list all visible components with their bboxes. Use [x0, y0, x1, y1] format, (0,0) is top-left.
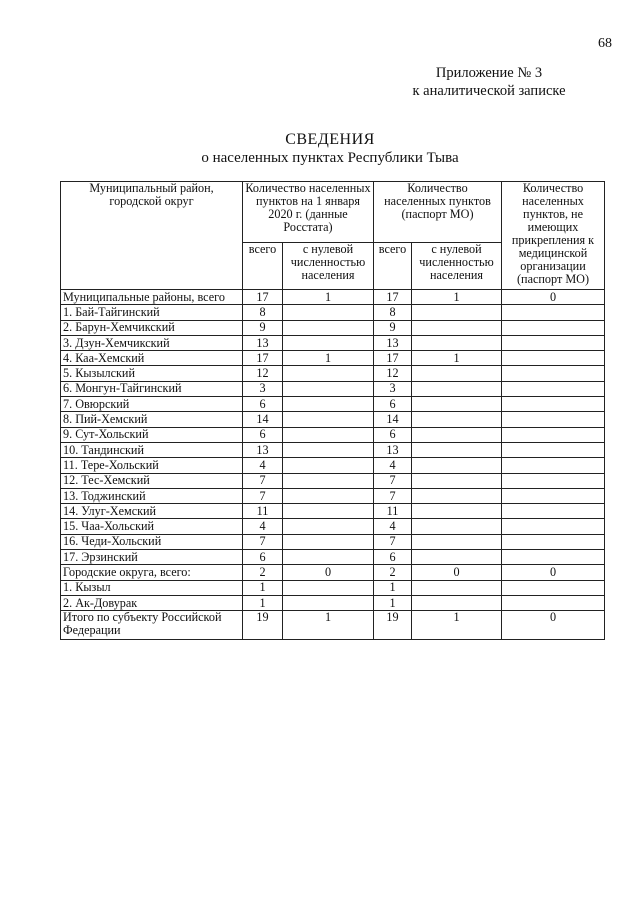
rosstat-total-cell: 1	[243, 580, 283, 595]
row-name-cell: 2. Ак-Довурак	[61, 595, 243, 610]
table-row	[61, 290, 605, 305]
unattached-cell	[502, 320, 605, 335]
rosstat-total-cell: 8	[243, 305, 283, 320]
rosstat-zero-cell	[283, 366, 374, 381]
passport-zero-cell	[412, 580, 502, 595]
table-row	[61, 611, 605, 640]
rosstat-zero-cell: 1	[283, 351, 374, 366]
rosstat-total-cell: 1	[243, 595, 283, 610]
passport-zero-cell	[412, 442, 502, 457]
appendix-line-2: к аналитической записке	[412, 83, 566, 99]
rosstat-total-cell: 6	[243, 427, 283, 442]
header-unattached: Количество населенных пунктов, не имеющих прикрепления к медицинской организации (паспорт МО)	[502, 182, 605, 290]
row-name-cell: 5. Кызылский	[61, 366, 243, 381]
table-row	[61, 504, 605, 519]
unattached-cell: 0	[502, 611, 605, 640]
table-row	[61, 381, 605, 396]
passport-zero-cell	[412, 534, 502, 549]
passport-total-cell: 4	[374, 519, 412, 534]
rosstat-total-cell: 13	[243, 442, 283, 457]
unattached-cell	[502, 335, 605, 350]
settlements-table	[60, 181, 605, 640]
rosstat-total-cell: 6	[243, 397, 283, 412]
rosstat-zero-cell: 1	[283, 611, 374, 640]
unattached-cell	[502, 504, 605, 519]
unattached-cell	[502, 458, 605, 473]
rosstat-total-cell: 6	[243, 550, 283, 565]
unattached-cell	[502, 427, 605, 442]
passport-zero-cell	[412, 488, 502, 503]
table-row	[61, 565, 605, 580]
rosstat-total-cell: 17	[243, 290, 283, 305]
row-name-cell: 14. Улуг-Хемский	[61, 504, 243, 519]
table-row	[61, 351, 605, 366]
row-name-cell: 4. Каа-Хемский	[61, 351, 243, 366]
passport-zero-cell	[412, 550, 502, 565]
passport-zero-cell: 1	[412, 290, 502, 305]
passport-zero-cell	[412, 305, 502, 320]
subheader-zero-rosstat: с нулевой численностью населения	[283, 243, 374, 290]
table-row	[61, 519, 605, 534]
row-name-cell: 8. Пий-Хемский	[61, 412, 243, 427]
passport-total-cell: 4	[374, 458, 412, 473]
appendix-note	[384, 64, 594, 100]
table-row	[61, 320, 605, 335]
passport-total-cell: 3	[374, 381, 412, 396]
row-name-cell: 9. Сут-Хольский	[61, 427, 243, 442]
table-row	[61, 427, 605, 442]
passport-zero-cell	[412, 519, 502, 534]
table-row	[61, 366, 605, 381]
unattached-cell	[502, 366, 605, 381]
rosstat-zero-cell	[283, 335, 374, 350]
row-name-cell: 13. Тоджинский	[61, 488, 243, 503]
passport-total-cell: 17	[374, 351, 412, 366]
rosstat-total-cell: 9	[243, 320, 283, 335]
passport-total-cell: 14	[374, 412, 412, 427]
unattached-cell	[502, 534, 605, 549]
rosstat-total-cell: 17	[243, 351, 283, 366]
passport-total-cell: 7	[374, 473, 412, 488]
rosstat-zero-cell	[283, 534, 374, 549]
passport-total-cell: 13	[374, 335, 412, 350]
row-name-cell: 11. Тере-Хольский	[61, 458, 243, 473]
unattached-cell	[502, 595, 605, 610]
row-name-cell: 16. Чеди-Хольский	[61, 534, 243, 549]
passport-total-cell: 7	[374, 534, 412, 549]
rosstat-zero-cell	[283, 442, 374, 457]
rosstat-total-cell: 14	[243, 412, 283, 427]
passport-zero-cell	[412, 335, 502, 350]
table-row	[61, 488, 605, 503]
rosstat-total-cell: 3	[243, 381, 283, 396]
unattached-cell	[502, 351, 605, 366]
passport-zero-cell	[412, 504, 502, 519]
passport-total-cell: 7	[374, 488, 412, 503]
rosstat-zero-cell	[283, 305, 374, 320]
passport-zero-cell	[412, 320, 502, 335]
table-row	[61, 412, 605, 427]
row-name-cell: 1. Бай-Тайгинский	[61, 305, 243, 320]
appendix-line-1: Приложение № 3	[435, 65, 543, 81]
passport-zero-cell	[412, 458, 502, 473]
passport-zero-cell	[412, 595, 502, 610]
passport-total-cell: 8	[374, 305, 412, 320]
rosstat-total-cell: 13	[243, 335, 283, 350]
passport-total-cell: 2	[374, 565, 412, 580]
rosstat-zero-cell	[283, 550, 374, 565]
rosstat-zero-cell	[283, 427, 374, 442]
rosstat-zero-cell: 0	[283, 565, 374, 580]
row-name-cell: 6. Монгун-Тайгинский	[61, 381, 243, 396]
unattached-cell	[502, 550, 605, 565]
unattached-cell	[502, 381, 605, 396]
row-name-cell: 12. Тес-Хемский	[61, 473, 243, 488]
rosstat-total-cell: 2	[243, 565, 283, 580]
table-row	[61, 550, 605, 565]
table-row	[61, 534, 605, 549]
rosstat-zero-cell	[283, 320, 374, 335]
unattached-cell	[502, 488, 605, 503]
passport-total-cell: 6	[374, 427, 412, 442]
subheader-total-passport: всего	[374, 243, 412, 290]
passport-zero-cell	[412, 412, 502, 427]
row-name-cell: 1. Кызыл	[61, 580, 243, 595]
rosstat-zero-cell	[283, 519, 374, 534]
rosstat-zero-cell	[283, 381, 374, 396]
passport-zero-cell: 1	[412, 351, 502, 366]
passport-zero-cell	[412, 427, 502, 442]
unattached-cell	[502, 473, 605, 488]
rosstat-total-cell: 7	[243, 473, 283, 488]
table-row	[61, 580, 605, 595]
rosstat-zero-cell	[283, 580, 374, 595]
unattached-cell	[502, 305, 605, 320]
unattached-cell	[502, 580, 605, 595]
header-rosstat: Количество населенных пунктов на 1 января 2020 г. (данные Росстата)	[243, 182, 374, 243]
passport-total-cell: 6	[374, 397, 412, 412]
rosstat-total-cell: 11	[243, 504, 283, 519]
passport-zero-cell	[412, 397, 502, 412]
unattached-cell	[502, 397, 605, 412]
rosstat-zero-cell	[283, 473, 374, 488]
row-name-cell: 10. Тандинский	[61, 442, 243, 457]
document-subtitle: о населенных пунктах Республики Тыва	[201, 150, 459, 166]
passport-total-cell: 9	[374, 320, 412, 335]
rosstat-total-cell: 12	[243, 366, 283, 381]
table-row	[61, 442, 605, 457]
header-district: Муниципальный район, городской округ	[61, 182, 243, 290]
rosstat-zero-cell	[283, 504, 374, 519]
passport-total-cell: 6	[374, 550, 412, 565]
passport-zero-cell: 1	[412, 611, 502, 640]
row-name-cell: 17. Эрзинский	[61, 550, 243, 565]
passport-zero-cell	[412, 366, 502, 381]
rosstat-total-cell: 7	[243, 534, 283, 549]
table-row	[61, 335, 605, 350]
table-row	[61, 473, 605, 488]
passport-zero-cell	[412, 381, 502, 396]
passport-zero-cell: 0	[412, 565, 502, 580]
row-name-cell: 2. Барун-Хемчикский	[61, 320, 243, 335]
row-name-cell: Итого по субъекту Российской Федерации	[61, 611, 243, 640]
table-row	[61, 397, 605, 412]
table-row	[61, 305, 605, 320]
unattached-cell	[502, 412, 605, 427]
rosstat-total-cell: 19	[243, 611, 283, 640]
row-name-cell: 15. Чаа-Хольский	[61, 519, 243, 534]
unattached-cell	[502, 442, 605, 457]
document-title: СВЕДЕНИЯ	[285, 131, 375, 148]
rosstat-zero-cell	[283, 458, 374, 473]
passport-total-cell: 11	[374, 504, 412, 519]
rosstat-total-cell: 7	[243, 488, 283, 503]
subheader-zero-passport: с нулевой численностью населения	[412, 243, 502, 290]
rosstat-zero-cell	[283, 488, 374, 503]
passport-total-cell: 19	[374, 611, 412, 640]
passport-total-cell: 12	[374, 366, 412, 381]
passport-total-cell: 17	[374, 290, 412, 305]
passport-total-cell: 1	[374, 595, 412, 610]
rosstat-zero-cell	[283, 412, 374, 427]
unattached-cell: 0	[502, 290, 605, 305]
table-row	[61, 595, 605, 610]
passport-total-cell: 13	[374, 442, 412, 457]
table-body	[61, 290, 605, 640]
rosstat-zero-cell	[283, 397, 374, 412]
row-name-cell: Муниципальные районы, всего	[61, 290, 243, 305]
row-name-cell: 3. Дзун-Хемчикский	[61, 335, 243, 350]
rosstat-total-cell: 4	[243, 458, 283, 473]
header-passport: Количество населенных пунктов (паспорт МО)	[374, 182, 502, 243]
page-number: 68	[598, 36, 612, 51]
rosstat-zero-cell: 1	[283, 290, 374, 305]
row-name-cell: Городские округа, всего:	[61, 565, 243, 580]
passport-total-cell: 1	[374, 580, 412, 595]
rosstat-total-cell: 4	[243, 519, 283, 534]
rosstat-zero-cell	[283, 595, 374, 610]
unattached-cell	[502, 519, 605, 534]
unattached-cell: 0	[502, 565, 605, 580]
row-name-cell: 7. Овюрский	[61, 397, 243, 412]
table-row	[61, 458, 605, 473]
passport-zero-cell	[412, 473, 502, 488]
subheader-total-rosstat: всего	[243, 243, 283, 290]
